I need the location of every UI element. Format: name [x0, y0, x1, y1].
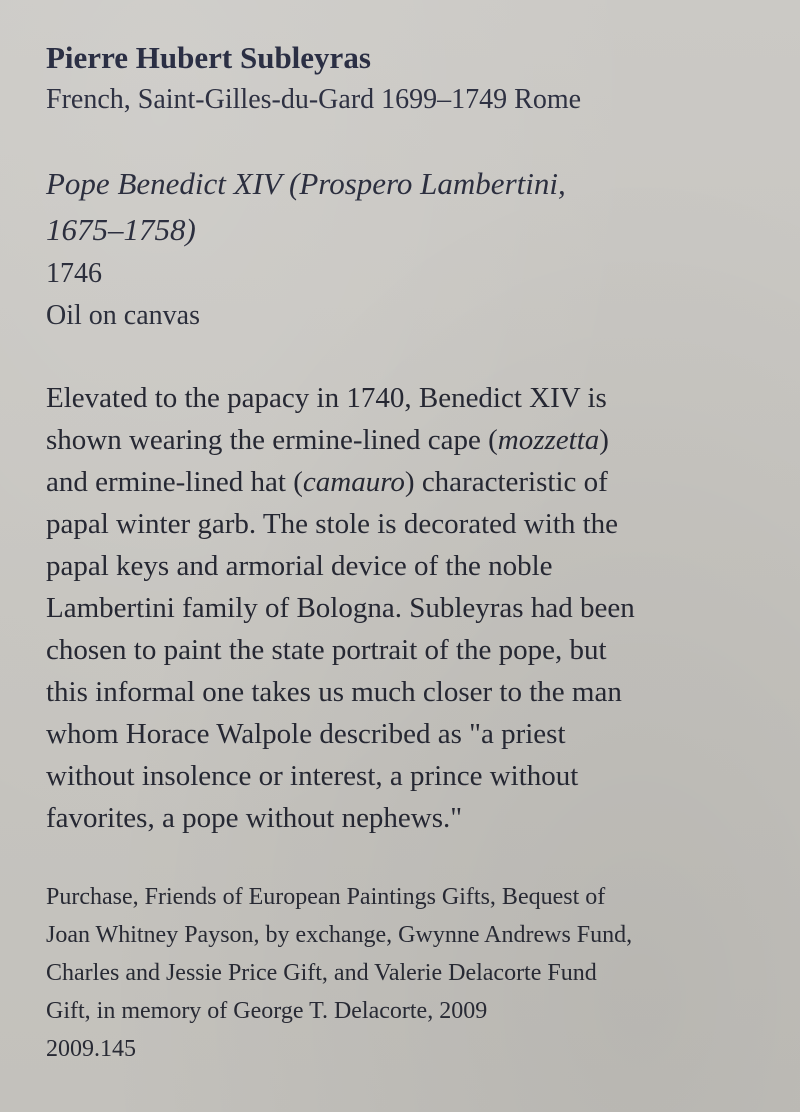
description-line: and ermine-lined hat (camauro) characteristic of — [46, 466, 608, 498]
artwork-title-line: 1675–1758) — [46, 212, 196, 247]
description-line: papal keys and armorial device of the noble — [46, 550, 553, 582]
artwork-date: 1746 — [46, 258, 102, 289]
artist-nationality-dates: French, Saint-Gilles-du-Gard 1699–1749 Rome — [46, 84, 582, 115]
description-line: favorites, a pope without nephews." — [46, 802, 463, 834]
italic-term-mozzetta: mozzetta — [497, 424, 600, 456]
description-line: papal winter garb. The stole is decorated with the — [46, 508, 619, 540]
description-line: shown wearing the ermine-lined cape (mozzetta) — [46, 424, 609, 456]
italic-term-camauro: camauro — [302, 466, 405, 498]
description-line: this informal one takes us much closer to the man — [46, 676, 622, 708]
description-line: Elevated to the papacy in 1740, Benedict XIV is — [46, 382, 607, 414]
artist-name: Pierre Hubert Subleyras — [46, 40, 371, 75]
accession-number: 2009.145 — [46, 1036, 136, 1062]
description-line: whom Horace Walpole described as "a priest — [46, 718, 566, 750]
description-line: chosen to paint the state portrait of the pope, but — [46, 634, 607, 666]
credit-line-text: Charles and Jessie Price Gift, and Valerie Delacorte Fund — [46, 960, 597, 986]
credit-line-text: Gift, in memory of George T. Delacorte, 2009 — [46, 998, 488, 1024]
description-line: Lambertini family of Bologna. Subleyras had been — [46, 592, 635, 624]
artwork-medium: Oil on canvas — [46, 300, 200, 331]
description-line: without insolence or interest, a prince without — [46, 760, 579, 792]
artwork-title-line: Pope Benedict XIV (Prospero Lambertini, — [46, 166, 566, 201]
credit-line-text: Purchase, Friends of European Paintings Gifts, Bequest of — [46, 884, 606, 910]
credit-line-text: Joan Whitney Payson, by exchange, Gwynne Andrews Fund, — [46, 922, 633, 948]
